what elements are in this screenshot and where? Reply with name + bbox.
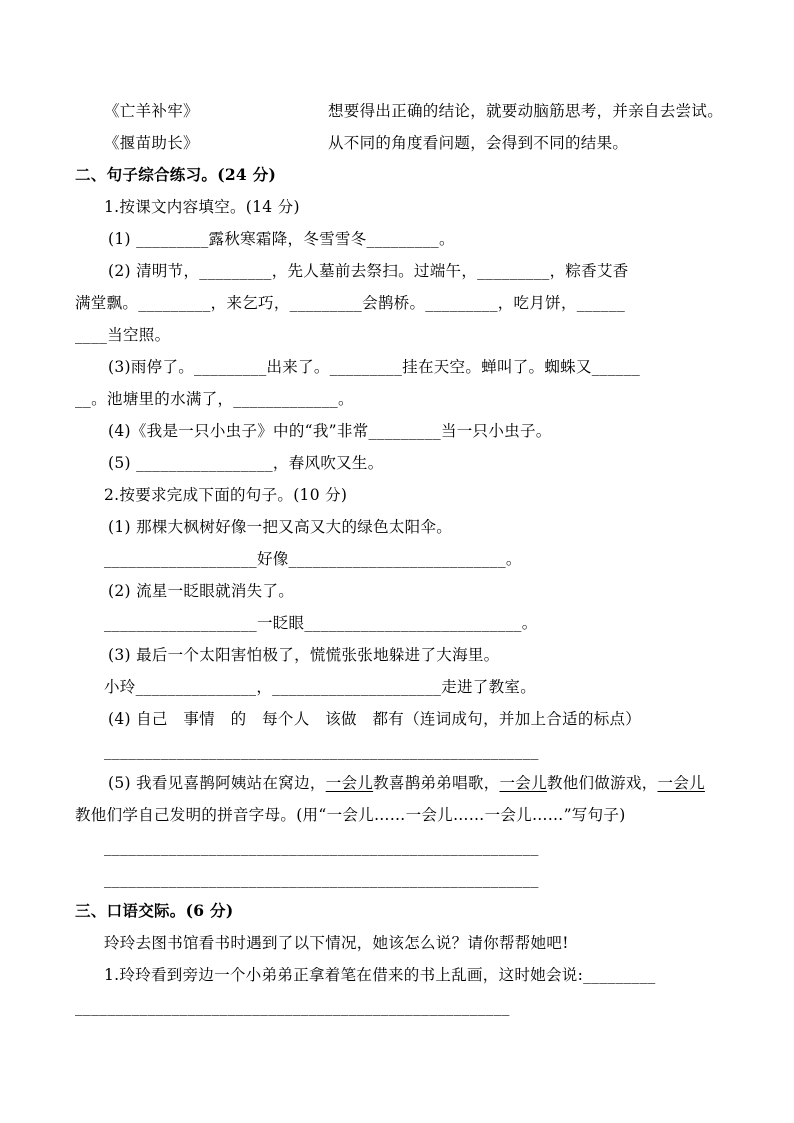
s5-underlined-3: 一会儿 [657, 774, 705, 792]
q1-line-5: (3)雨停了。_________出来了。_________挂在天空。蝉叫了。蜘蛛又______ [108, 358, 641, 376]
q2-sentence-1: (1) 那棵大枫树好像一把又高又大的绿色太阳伞。 [108, 518, 453, 536]
q1-line-8: (5) _________________，春风吹又生。 [108, 454, 384, 472]
section3-intro: 玲玲去图书馆看书时遇到了以下情况，她该怎么说？请你帮帮她吧! [104, 934, 569, 952]
q1-line-4: ____当空照。 [75, 326, 171, 344]
section3-q1: 1.玲玲看到旁边一个小弟弟正拿着笔在借来的书上乱画，这时她会说:_________ [104, 966, 656, 984]
q2-answer-3: 小玲_______________，_____________________走进了教室。 [104, 678, 537, 696]
q2-answer-4: ______________________________________________________ [104, 742, 539, 760]
q2-sentence-3: (3) 最后一个太阳害怕极了，慌慌张张地躲进了大海里。 [108, 646, 500, 664]
s5-pre: (5) 我看见喜鹊阿姨站在窝边， [108, 774, 326, 792]
q1-line-7: (4)《我是一只小虫子》中的“我”非常_________当一只小虫子。 [108, 422, 552, 440]
s5-underlined-2: 一会儿 [499, 774, 547, 792]
q1-line-6: __。池塘里的水满了，_____________。 [75, 390, 354, 408]
matching-meaning-2: 从不同的角度看问题，会得到不同的结果。 [328, 134, 629, 152]
matching-meaning-1: 想要得出正确的结论，就要动脑筋思考，并亲自去尝试。 [328, 102, 724, 120]
section3-q1-answer: ______________________________________________________ [75, 998, 510, 1016]
s5-underlined-1: 一会儿 [325, 774, 374, 792]
section3-heading: 三、口语交际。(6 分) [75, 901, 234, 920]
q2-sentence-5-cont: 教他们学自己发明的拼音字母。(用“一会儿……一会儿……一会儿……”写句子) [75, 806, 626, 824]
matching-idiom-2: 《揠苗助长》 [104, 134, 199, 152]
q2-sentence-5 [108, 773, 705, 793]
matching-idiom-1: 《亡羊补牢》 [104, 102, 199, 120]
q2-answer-5b: ______________________________________________________ [104, 870, 539, 888]
q2-answer-2: ___________________一眨眼___________________________。 [104, 614, 538, 632]
q2-answer-1: ___________________好像___________________________。 [104, 550, 522, 568]
q1-line-3: 满堂飘。_________，来乞巧，_________会鹊桥。_________，吃月饼，______ [75, 294, 626, 312]
q2-title: 2.按要求完成下面的句子。(10 分) [104, 486, 348, 504]
q2-answer-5a: ______________________________________________________ [104, 838, 539, 856]
q1-line-1: (1) _________露秋寒霜降，冬雪雪冬_________。 [108, 230, 455, 248]
q1-title: 1.按课文内容填空。(14 分) [104, 198, 300, 216]
q1-line-2: (2) 清明节，_________，先人墓前去祭扫。过端午，_________，粽香艾香 [108, 262, 629, 280]
s5-mid-2: 教他们做游戏， [546, 774, 658, 792]
q2-sentence-4: (4) 自己 事情 的 每个人 该做 都有（连词成句，并加上合适的标点） [108, 710, 642, 728]
s5-mid-1: 教喜鹊弟弟唱歌， [373, 774, 500, 792]
section2-heading: 二、句子综合练习。(24 分) [75, 165, 277, 184]
q2-sentence-2: (2) 流星一眨眼就消失了。 [108, 582, 295, 600]
